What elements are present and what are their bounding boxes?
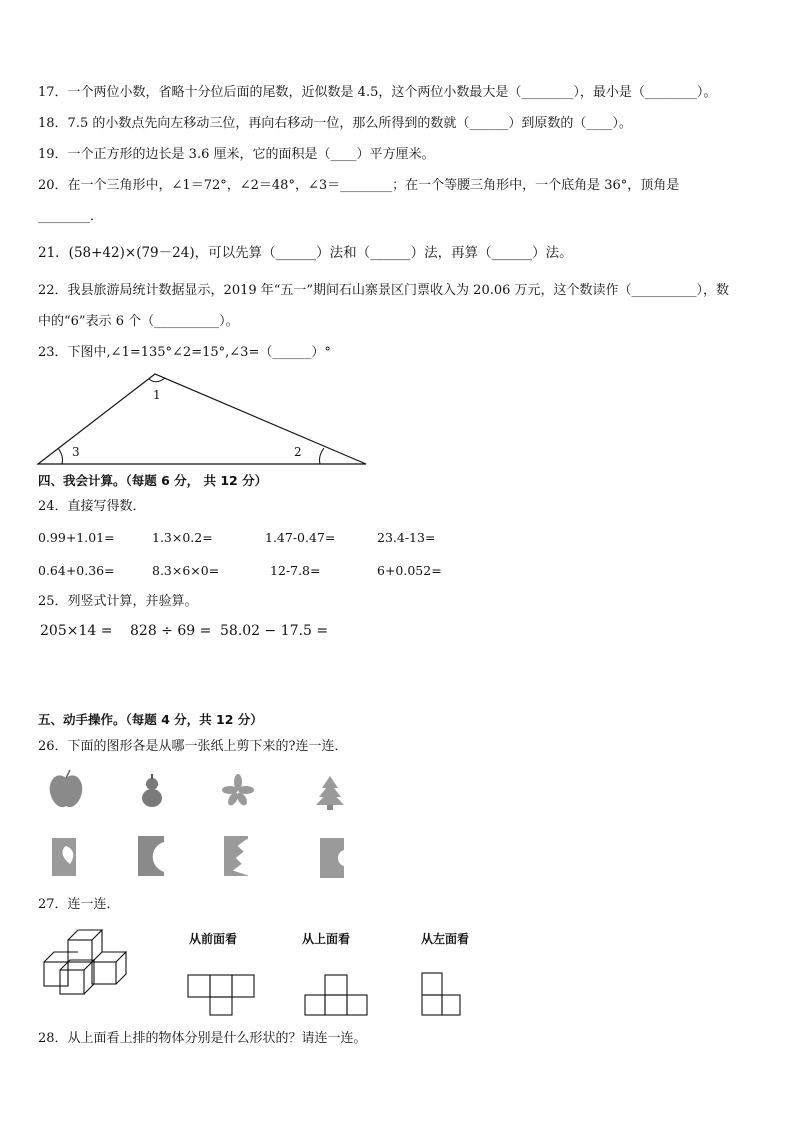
question-19: 19．一个正方形的边长是 3.6 厘米，它的面积是（____）平方厘米。 [38,147,435,162]
calc-r1-c4: 23.4-13= [377,530,436,545]
top-view-icon [305,975,367,1015]
calc-r1-c3: 1.47-0.47= [265,530,336,545]
calc-r1-c1: 0.99+1.01= [38,530,115,545]
calc-r1-c2: 1.3×0.2= [152,530,213,545]
question-21: 21．(58+42)×(79－24)，可以先算（______）法和（______）法，再算（______）法。 [38,245,573,261]
section-5-heading: 五、动手操作。（每题 4 分，共 12 分） [38,712,263,727]
angle-1-label: 1 [153,388,161,402]
left-view-icon [422,973,460,1015]
vcalc-3: 58.02 − 17.5 = [220,623,329,639]
question-25: 25．列竖式计算，并验算。 [38,594,198,609]
front-view-icon [188,975,254,1015]
angle-2-label: 2 [294,445,302,459]
question-17: 17．一个两位小数，省略十分位后面的尾数，近似数是 4.5，这个两位小数最大是（________），最小是（________）。 [38,85,717,100]
view-label-front: 从前面看 [189,932,238,946]
cube-stack-icon [44,930,126,994]
question-18: 18．7.5 的小数点先向左移动三位，再向右移动一位，那么所得到的数就（______）到原数的（____）。 [38,116,632,131]
vcalc-1: 205×14 = [40,623,113,639]
question-22-line1: 22．我县旅游局统计数据显示，2019 年“五一”期间石山寨景区门票收入为 20.06 万元，这个数读作（__________），数 [38,283,730,298]
question-24: 24．直接写得数． [38,499,146,514]
vcalc-2: 828 ÷ 69 = [130,623,212,639]
angle-3-label: 3 [72,445,80,459]
question-26: 26．下面的图形各是从哪一张纸上剪下来的?连一连． [38,739,348,754]
question-27: 27．连一连． [38,897,120,912]
calc-r2-c1: 0.64+0.36= [38,563,115,578]
view-label-left: 从左面看 [421,932,470,946]
calc-r2-c2: 8.3×6×0= [152,563,220,578]
question-20-line1: 20．在一个三角形中，∠1＝72°，∠2＝48°，∠3＝________；在一个等腰三角形中，一个底角是 36°，顶角是 [38,178,680,193]
section-4-heading: 四、我会计算。（每题 6 分， 共 12 分） [38,473,268,488]
calc-r2-c4: 6+0.052= [377,563,442,578]
question-28: 28．从上面看上排的物体分别是什么形状的？请连一连。 [38,1031,367,1046]
question-22-line2: 中的“6”表示 6 个（__________）。 [38,314,239,329]
question-23: 23．下图中,∠1=135°∠2=15°,∠3=（______）° [38,345,331,360]
calc-r2-c3: 12-7.8= [270,563,321,578]
view-label-top: 从上面看 [302,932,351,946]
question-20-line2: ________． [38,209,104,224]
